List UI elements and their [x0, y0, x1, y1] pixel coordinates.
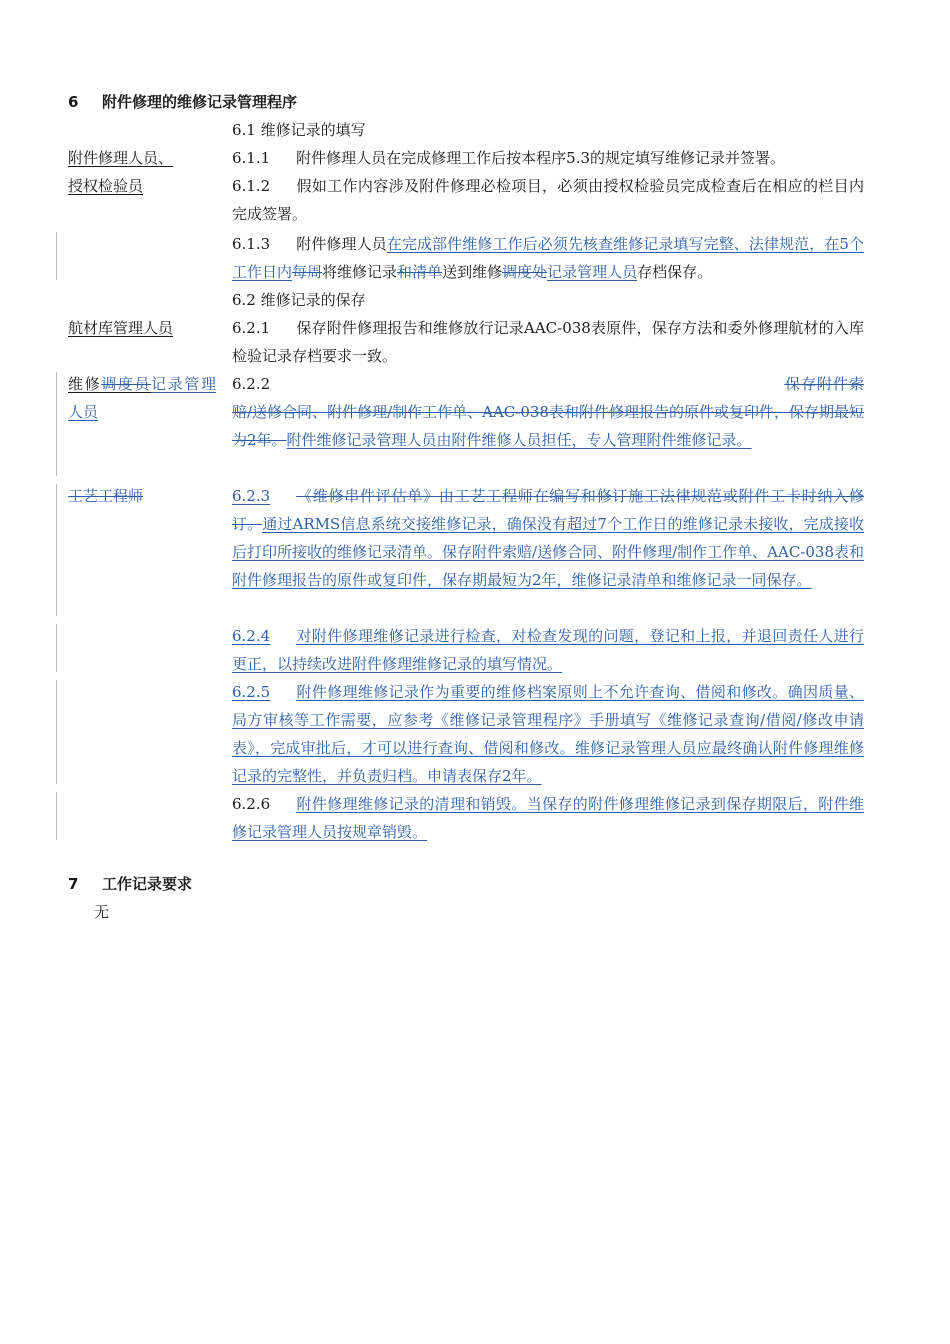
- inserted-text: 在完成部件维修工作后必须先核查维修记录填写完整、法律规范，在5个工作日内: [232, 235, 864, 281]
- deleted-text: 每周: [292, 263, 323, 281]
- paragraph-number: 6.1.2: [232, 177, 271, 195]
- role-process-engineer: 工艺工程师: [68, 487, 144, 505]
- paragraph-number: 6.2.1: [232, 319, 271, 337]
- revision-bar: [56, 372, 57, 476]
- deleted-text: 保存附件索赔/送修合同、附件修理/制作工作单、AAC-038表和附件修理报告的原件或复印件，保存期最短为2年。: [232, 375, 864, 449]
- paragraph-number: 6.2.6: [232, 795, 271, 813]
- paragraph-text: 存档保存。: [637, 263, 713, 281]
- paragraph-6-2-4: [232, 622, 864, 678]
- role-records-manager: [68, 370, 216, 426]
- deleted-text: 《维修串件评估单》由工艺工程师在编写和修订施工法律规范或附件工卡时纳入修订。: [232, 487, 864, 533]
- paragraph-number: 6.2.2: [232, 375, 271, 393]
- inserted-text: 记录管理人员: [547, 263, 638, 281]
- subsection-6-2-title: 6.2 维修记录的保存: [232, 291, 366, 309]
- paragraph-6-1-3: [232, 230, 864, 286]
- paragraph-number: 6.1.3: [232, 235, 271, 253]
- inserted-text: 附件维修记录管理人员由附件维修人员担任，专人管理附件维修记录。: [286, 431, 752, 449]
- paragraph-6-2-2: [232, 370, 864, 454]
- role-repair-staff: 附件修理人员、: [68, 149, 174, 167]
- paragraph-text: 附件修理人员在完成修理工作后按本程序5.3的规定填写维修记录并签署。: [296, 149, 786, 167]
- inserted-text: 记录管理人员: [68, 375, 216, 421]
- revision-bar: [56, 680, 57, 784]
- section-7-body: 无: [94, 903, 110, 921]
- revision-bar: [56, 232, 57, 280]
- section-7-number: 7: [68, 875, 79, 893]
- paragraph-text: 送到维修: [442, 263, 503, 281]
- paragraph-text: 将维修记录: [322, 263, 398, 281]
- section-7-heading: [68, 874, 192, 894]
- inserted-text: 通过ARMS信息系统交接维修记录，确保没有超过7个工作日的维修记录未接收，完成接收后打印所接收的维修记录清单。保存附件索赔/送修合同、附件修理/制作工作单、AAC-038表和附件修理报告的原件或复印件，保存期最短为2年，维修记录清单和维修记录一同保存。: [232, 515, 864, 589]
- revision-bar: [56, 484, 57, 616]
- section-6-number: 6: [68, 93, 79, 111]
- deleted-text: 和清单: [397, 263, 443, 281]
- paragraph-number: 6.2.5: [232, 683, 271, 701]
- deleted-text: 调度员: [101, 375, 152, 393]
- paragraph-text: 附件修理人员: [296, 235, 387, 253]
- role-warehouse-manager: 航材库管理人员: [68, 319, 174, 337]
- paragraph-text: 假如工作内容涉及附件修理必检项目，必须由授权检验员完成检查后在相应的栏目内完成签署。: [232, 177, 864, 223]
- section-6-heading: [68, 92, 297, 112]
- revision-bar: [56, 624, 57, 672]
- section-7-title: 工作记录要求: [102, 875, 193, 893]
- section-6-title: 附件修理的维修记录管理程序: [102, 93, 298, 111]
- role-inspector: 授权检验员: [68, 177, 144, 195]
- deleted-text: 调度处: [502, 263, 548, 281]
- paragraph-text: 保存附件修理报告和维修放行记录AAC-038表原件，保存方法和委外修理航材的入库检验记录存档要求一致。: [232, 319, 864, 365]
- inserted-text: 对附件修理维修记录进行检查，对检查发现的问题，登记和上报，并退回责任人进行更正，以持续改进附件修理维修记录的填写情况。: [232, 627, 864, 673]
- role-text: 维修: [68, 375, 102, 393]
- paragraph-6-1-1: [232, 144, 864, 172]
- inserted-text: 附件修理维修记录作为重要的维修档案原则上不允许查询、借阅和修改。确因质量、局方审核等工作需要，应参考《维修记录管理程序》手册填写《维修记录查询/借阅/修改申请表》，完成审批后，才可以进行查询、借阅和修改。维修记录管理人员应最终确认附件修理维修记录的完整性，并负责归档。申请表保存2年。: [232, 683, 864, 785]
- paragraph-number: 6.2.4: [232, 627, 271, 645]
- paragraph-6-1-2: [232, 172, 864, 228]
- paragraph-number: 6.2.3: [232, 487, 271, 505]
- paragraph-number: 6.1.1: [232, 149, 271, 167]
- paragraph-6-2-5: [232, 678, 864, 790]
- paragraph-6-2-1: [232, 314, 864, 370]
- subsection-6-1-title: 6.1 维修记录的填写: [232, 121, 366, 139]
- paragraph-6-2-6: [232, 790, 864, 846]
- revision-bar: [56, 792, 57, 840]
- paragraph-6-2-3: [232, 482, 864, 594]
- inserted-text: 附件修理维修记录的清理和销毁。当保存的附件修理维修记录到保存期限后，附件维修记录管理人员按规章销毁。: [232, 795, 864, 841]
